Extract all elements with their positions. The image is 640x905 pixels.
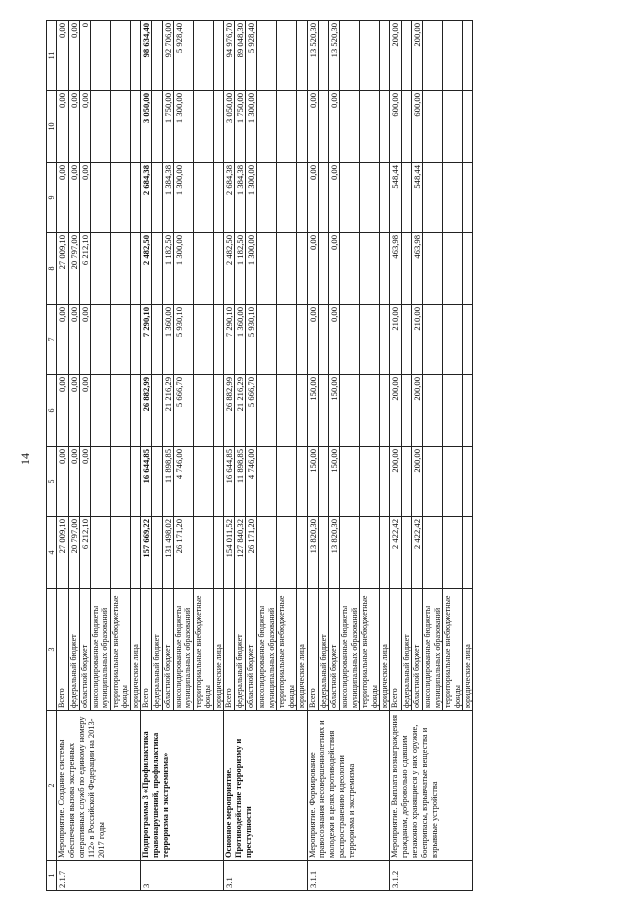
amount-cell: 200,00 bbox=[390, 375, 401, 447]
amount-cell bbox=[401, 305, 411, 375]
column-number: 1 bbox=[47, 861, 57, 891]
amount-cell bbox=[360, 447, 380, 517]
amount-cell: 200,00 bbox=[412, 375, 423, 447]
amount-cell bbox=[380, 375, 390, 447]
funding-source: областной бюджет bbox=[162, 589, 173, 711]
amount-cell bbox=[213, 233, 223, 305]
amount-cell: 1 182,50 bbox=[162, 233, 173, 305]
amount-cell bbox=[462, 163, 472, 233]
amount-cell bbox=[360, 233, 380, 305]
amount-cell: 600,00 bbox=[412, 91, 423, 163]
amount-cell bbox=[90, 447, 110, 517]
row-id: 3.1.1 bbox=[307, 861, 390, 891]
amount-cell bbox=[257, 517, 277, 589]
amount-cell bbox=[90, 517, 110, 589]
amount-cell bbox=[380, 233, 390, 305]
amount-cell bbox=[462, 91, 472, 163]
amount-cell bbox=[423, 447, 443, 517]
amount-cell: 600,00 bbox=[390, 91, 401, 163]
amount-cell: 1 300,00 bbox=[246, 233, 257, 305]
amount-cell bbox=[90, 375, 110, 447]
amount-cell bbox=[318, 305, 328, 375]
amount-cell: 89 048,30 bbox=[235, 21, 246, 91]
amount-cell: 1 384,38 bbox=[162, 163, 173, 233]
amount-cell bbox=[213, 91, 223, 163]
amount-cell bbox=[90, 91, 110, 163]
amount-cell bbox=[462, 517, 472, 589]
amount-cell: 2 482,50 bbox=[141, 233, 152, 305]
funding-source: федеральный бюджет bbox=[235, 589, 246, 711]
amount-cell: 4 746,00 bbox=[173, 447, 193, 517]
table-row bbox=[141, 21, 152, 891]
amount-cell bbox=[110, 233, 130, 305]
amount-cell bbox=[340, 163, 360, 233]
amount-cell bbox=[152, 447, 162, 517]
amount-cell bbox=[360, 517, 380, 589]
amount-cell bbox=[193, 517, 213, 589]
amount-cell bbox=[401, 233, 411, 305]
amount-cell bbox=[318, 163, 328, 233]
amount-cell: 0,00 bbox=[329, 305, 340, 375]
amount-cell: 13 520,30 bbox=[329, 21, 340, 91]
funding-source: Всего bbox=[141, 589, 152, 711]
funding-source: юридические лица bbox=[213, 589, 223, 711]
amount-cell bbox=[340, 447, 360, 517]
amount-cell: 0,00 bbox=[79, 305, 90, 375]
amount-cell: 5 928,40 bbox=[246, 21, 257, 91]
funding-source: федеральный бюджет bbox=[318, 589, 328, 711]
amount-cell: 0,00 bbox=[79, 91, 90, 163]
amount-cell bbox=[318, 517, 328, 589]
amount-cell bbox=[462, 375, 472, 447]
amount-cell bbox=[443, 517, 463, 589]
amount-cell bbox=[360, 21, 380, 91]
amount-cell bbox=[380, 21, 390, 91]
column-number: 7 bbox=[47, 305, 57, 375]
amount-cell bbox=[443, 21, 463, 91]
amount-cell: 5 666,70 bbox=[246, 375, 257, 447]
amount-cell bbox=[360, 91, 380, 163]
amount-cell: 26 882,99 bbox=[141, 375, 152, 447]
amount-cell: 0,00 bbox=[307, 91, 318, 163]
amount-cell bbox=[110, 375, 130, 447]
amount-cell: 1 182,50 bbox=[235, 233, 246, 305]
amount-cell bbox=[380, 305, 390, 375]
amount-cell bbox=[401, 517, 411, 589]
amount-cell bbox=[130, 21, 140, 91]
measure-name: Подпрограмма 3 «Профилактика правонарушений, профилактика терроризма и экстремизма» bbox=[141, 711, 224, 861]
amount-cell: 0,00 bbox=[79, 163, 90, 233]
amount-cell bbox=[193, 375, 213, 447]
amount-cell: 21 216,29 bbox=[235, 375, 246, 447]
amount-cell bbox=[297, 517, 307, 589]
amount-cell: 548,44 bbox=[390, 163, 401, 233]
amount-cell bbox=[462, 305, 472, 375]
amount-cell: 548,44 bbox=[412, 163, 423, 233]
amount-cell: 1 384,38 bbox=[235, 163, 246, 233]
amount-cell bbox=[340, 375, 360, 447]
funding-source: федеральный бюджет bbox=[401, 589, 411, 711]
column-number: 2 bbox=[47, 711, 57, 861]
amount-cell: 0,00 bbox=[68, 163, 79, 233]
amount-cell bbox=[213, 517, 223, 589]
amount-cell: 1 300,00 bbox=[173, 163, 193, 233]
amount-cell bbox=[110, 447, 130, 517]
amount-cell: 26 171,20 bbox=[246, 517, 257, 589]
funding-source: территориальные внебюджетные фонды bbox=[443, 589, 463, 711]
amount-cell bbox=[401, 375, 411, 447]
amount-cell bbox=[380, 447, 390, 517]
amount-cell: 0,00 bbox=[68, 375, 79, 447]
column-number: 11 bbox=[47, 21, 57, 91]
amount-cell: 94 976,70 bbox=[223, 21, 234, 91]
amount-cell bbox=[110, 91, 130, 163]
amount-cell bbox=[360, 305, 380, 375]
amount-cell: 210,00 bbox=[390, 305, 401, 375]
amount-cell bbox=[130, 305, 140, 375]
amount-cell bbox=[297, 91, 307, 163]
amount-cell: 20 797,00 bbox=[68, 233, 79, 305]
row-id: 3 bbox=[141, 861, 224, 891]
amount-cell bbox=[401, 21, 411, 91]
amount-cell bbox=[277, 163, 297, 233]
amount-cell bbox=[257, 305, 277, 375]
amount-cell bbox=[152, 233, 162, 305]
amount-cell: 2 684,38 bbox=[141, 163, 152, 233]
funding-source: Всего bbox=[223, 589, 234, 711]
measure-name: Мероприятие. Формирование правосознания несовершеннолетних и молодежи в целях противодействия распространению идеологии терроризма и экстремизма bbox=[307, 711, 390, 861]
column-number: 8 bbox=[47, 233, 57, 305]
amount-cell bbox=[130, 163, 140, 233]
amount-cell bbox=[193, 91, 213, 163]
amount-cell bbox=[213, 163, 223, 233]
measure-name: Мероприятие. Создание системы обеспечения вызова экстренных оперативных служб по единому номеру 112» в Российской Федерации на 2013-2017 годы bbox=[57, 711, 141, 861]
amount-cell bbox=[277, 233, 297, 305]
amount-cell: 13 820,30 bbox=[329, 517, 340, 589]
amount-cell: 21 216,29 bbox=[162, 375, 173, 447]
table-row bbox=[390, 21, 401, 891]
amount-cell bbox=[213, 21, 223, 91]
funding-source: территориальные внебюджетные фонды bbox=[110, 589, 130, 711]
funding-source: федеральный бюджет bbox=[68, 589, 79, 711]
measure-name: Мероприятие. Выплата вознаграждения гражданам, добровольно сдавшим незаконно хранящиеся у них оружие, боеприпасы, взрывчатые вещества и взрывные устройства bbox=[390, 711, 473, 861]
amount-cell bbox=[130, 91, 140, 163]
amount-cell: 5 930,10 bbox=[173, 305, 193, 375]
amount-cell: 16 644,85 bbox=[223, 447, 234, 517]
amount-cell bbox=[340, 233, 360, 305]
amount-cell bbox=[90, 163, 110, 233]
amount-cell bbox=[152, 305, 162, 375]
amount-cell bbox=[297, 21, 307, 91]
amount-cell bbox=[443, 447, 463, 517]
amount-cell: 127 840,32 bbox=[235, 517, 246, 589]
amount-cell: 150,00 bbox=[329, 447, 340, 517]
amount-cell: 463,98 bbox=[390, 233, 401, 305]
budget-table bbox=[46, 20, 473, 891]
amount-cell bbox=[257, 91, 277, 163]
amount-cell bbox=[193, 163, 213, 233]
amount-cell: 2 422,42 bbox=[412, 517, 423, 589]
amount-cell: 26 171,20 bbox=[173, 517, 193, 589]
amount-cell: 1 360,00 bbox=[162, 305, 173, 375]
amount-cell: 131 498,02 bbox=[162, 517, 173, 589]
amount-cell: 11 898,85 bbox=[162, 447, 173, 517]
amount-cell bbox=[360, 375, 380, 447]
amount-cell bbox=[380, 91, 390, 163]
amount-cell: 0,00 bbox=[79, 375, 90, 447]
funding-source: юридические лица bbox=[462, 589, 472, 711]
funding-source: консолидированные бюджеты муниципальных образований bbox=[340, 589, 360, 711]
amount-cell bbox=[110, 517, 130, 589]
amount-cell bbox=[90, 305, 110, 375]
column-number-row bbox=[47, 21, 57, 891]
amount-cell: 5 928,40 bbox=[173, 21, 193, 91]
amount-cell: 6 212,10 bbox=[79, 233, 90, 305]
funding-source: областной бюджет bbox=[412, 589, 423, 711]
amount-cell bbox=[110, 21, 130, 91]
amount-cell: 0,00 bbox=[68, 305, 79, 375]
amount-cell: 210,00 bbox=[412, 305, 423, 375]
amount-cell: 4 746,00 bbox=[246, 447, 257, 517]
amount-cell bbox=[380, 517, 390, 589]
amount-cell bbox=[213, 447, 223, 517]
table-row bbox=[57, 21, 68, 891]
funding-source: федеральный бюджет bbox=[152, 589, 162, 711]
funding-source: юридические лица bbox=[380, 589, 390, 711]
amount-cell: 154 011,52 bbox=[223, 517, 234, 589]
amount-cell bbox=[340, 21, 360, 91]
amount-cell: 0,00 bbox=[79, 447, 90, 517]
amount-cell: 200,00 bbox=[412, 447, 423, 517]
amount-cell bbox=[360, 163, 380, 233]
amount-cell bbox=[257, 21, 277, 91]
amount-cell bbox=[257, 375, 277, 447]
amount-cell: 200,00 bbox=[412, 21, 423, 91]
amount-cell: 463,98 bbox=[412, 233, 423, 305]
amount-cell bbox=[401, 447, 411, 517]
amount-cell: 92 706,00 bbox=[162, 21, 173, 91]
amount-cell bbox=[340, 91, 360, 163]
amount-cell: 0,00 bbox=[57, 21, 68, 91]
amount-cell bbox=[90, 233, 110, 305]
amount-cell: 0,00 bbox=[307, 233, 318, 305]
amount-cell bbox=[401, 163, 411, 233]
amount-cell: 0,00 bbox=[329, 91, 340, 163]
funding-source: областной бюджет bbox=[329, 589, 340, 711]
amount-cell bbox=[277, 91, 297, 163]
amount-cell: 11 898,85 bbox=[235, 447, 246, 517]
amount-cell: 7 290,10 bbox=[141, 305, 152, 375]
amount-cell bbox=[318, 375, 328, 447]
amount-cell bbox=[380, 163, 390, 233]
amount-cell: 6 212,10 bbox=[79, 517, 90, 589]
funding-source: территориальные внебюджетные фонды bbox=[360, 589, 380, 711]
funding-source: Всего bbox=[390, 589, 401, 711]
amount-cell: 0,00 bbox=[57, 91, 68, 163]
amount-cell bbox=[462, 233, 472, 305]
amount-cell bbox=[340, 305, 360, 375]
amount-cell: 0,00 bbox=[68, 447, 79, 517]
amount-cell bbox=[318, 233, 328, 305]
amount-cell: 13 820,30 bbox=[307, 517, 318, 589]
amount-cell: 1 300,00 bbox=[246, 91, 257, 163]
table-row bbox=[307, 21, 318, 891]
amount-cell: 1 750,00 bbox=[162, 91, 173, 163]
amount-cell bbox=[318, 447, 328, 517]
amount-cell: 200,00 bbox=[390, 21, 401, 91]
amount-cell: 150,00 bbox=[307, 447, 318, 517]
funding-source: юридические лица bbox=[297, 589, 307, 711]
amount-cell bbox=[257, 447, 277, 517]
measure-name: Основное мероприятие. Противодействие терроризму и преступности bbox=[223, 711, 307, 861]
amount-cell bbox=[318, 21, 328, 91]
amount-cell bbox=[193, 447, 213, 517]
amount-cell: 0 bbox=[79, 21, 90, 91]
amount-cell bbox=[110, 163, 130, 233]
row-id: 2.1.7 bbox=[57, 861, 141, 891]
amount-cell: 1 300,00 bbox=[173, 91, 193, 163]
column-number: 6 bbox=[47, 375, 57, 447]
amount-cell: 20 797,00 bbox=[68, 517, 79, 589]
table-row bbox=[223, 21, 234, 891]
amount-cell bbox=[462, 447, 472, 517]
amount-cell: 1 300,00 bbox=[246, 163, 257, 233]
amount-cell: 0,00 bbox=[329, 163, 340, 233]
amount-cell bbox=[110, 305, 130, 375]
amount-cell bbox=[297, 305, 307, 375]
column-number: 5 bbox=[47, 447, 57, 517]
amount-cell bbox=[277, 447, 297, 517]
amount-cell: 0,00 bbox=[68, 91, 79, 163]
amount-cell: 13 520,30 bbox=[307, 21, 318, 91]
amount-cell bbox=[130, 517, 140, 589]
amount-cell bbox=[297, 375, 307, 447]
amount-cell: 26 882,99 bbox=[223, 375, 234, 447]
amount-cell: 27 009,10 bbox=[57, 233, 68, 305]
funding-source: Всего bbox=[307, 589, 318, 711]
funding-source: консолидированные бюджеты муниципальных образований bbox=[173, 589, 193, 711]
amount-cell: 150,00 bbox=[307, 375, 318, 447]
amount-cell: 1 750,00 bbox=[235, 91, 246, 163]
row-id: 3.1.2 bbox=[390, 861, 473, 891]
amount-cell bbox=[423, 517, 443, 589]
column-number: 4 bbox=[47, 517, 57, 589]
amount-cell: 0,00 bbox=[57, 375, 68, 447]
amount-cell bbox=[152, 517, 162, 589]
amount-cell bbox=[318, 91, 328, 163]
amount-cell bbox=[401, 91, 411, 163]
amount-cell bbox=[297, 163, 307, 233]
amount-cell bbox=[423, 233, 443, 305]
amount-cell bbox=[423, 21, 443, 91]
amount-cell: 0,00 bbox=[68, 21, 79, 91]
amount-cell bbox=[90, 21, 110, 91]
amount-cell: 98 634,40 bbox=[141, 21, 152, 91]
amount-cell bbox=[277, 305, 297, 375]
amount-cell bbox=[443, 233, 463, 305]
amount-cell: 0,00 bbox=[57, 305, 68, 375]
amount-cell: 5 666,70 bbox=[173, 375, 193, 447]
funding-source: территориальные внебюджетные фонды bbox=[193, 589, 213, 711]
amount-cell: 150,00 bbox=[329, 375, 340, 447]
amount-cell: 3 050,00 bbox=[141, 91, 152, 163]
amount-cell bbox=[297, 447, 307, 517]
amount-cell bbox=[193, 305, 213, 375]
amount-cell bbox=[152, 21, 162, 91]
amount-cell: 2 482,50 bbox=[223, 233, 234, 305]
amount-cell bbox=[130, 447, 140, 517]
amount-cell bbox=[340, 517, 360, 589]
column-number: 9 bbox=[47, 163, 57, 233]
funding-source: областной бюджет bbox=[246, 589, 257, 711]
amount-cell: 157 669,22 bbox=[141, 517, 152, 589]
amount-cell bbox=[443, 91, 463, 163]
column-number: 3 bbox=[47, 589, 57, 711]
amount-cell: 0,00 bbox=[329, 233, 340, 305]
amount-cell: 2 684,38 bbox=[223, 163, 234, 233]
amount-cell bbox=[213, 375, 223, 447]
amount-cell bbox=[423, 163, 443, 233]
amount-cell: 1 360,00 bbox=[235, 305, 246, 375]
amount-cell bbox=[152, 163, 162, 233]
amount-cell bbox=[277, 21, 297, 91]
amount-cell: 0,00 bbox=[307, 305, 318, 375]
funding-source: консолидированные бюджеты муниципальных образований bbox=[257, 589, 277, 711]
amount-cell bbox=[423, 375, 443, 447]
funding-source: юридические лица bbox=[130, 589, 140, 711]
page-number: 14 bbox=[18, 453, 32, 465]
amount-cell bbox=[462, 21, 472, 91]
amount-cell bbox=[130, 375, 140, 447]
amount-cell bbox=[443, 163, 463, 233]
funding-source: Всего bbox=[57, 589, 68, 711]
amount-cell bbox=[443, 305, 463, 375]
amount-cell bbox=[277, 375, 297, 447]
amount-cell bbox=[277, 517, 297, 589]
amount-cell: 7 290,10 bbox=[223, 305, 234, 375]
amount-cell: 5 930,10 bbox=[246, 305, 257, 375]
amount-cell bbox=[257, 233, 277, 305]
amount-cell bbox=[443, 375, 463, 447]
amount-cell: 27 009,10 bbox=[57, 517, 68, 589]
amount-cell: 2 422,42 bbox=[390, 517, 401, 589]
amount-cell bbox=[423, 305, 443, 375]
amount-cell: 16 644,85 bbox=[141, 447, 152, 517]
funding-source: консолидированные бюджеты муниципальных образований bbox=[423, 589, 443, 711]
amount-cell bbox=[213, 305, 223, 375]
amount-cell bbox=[130, 233, 140, 305]
funding-source: территориальные внебюджетные фонды bbox=[277, 589, 297, 711]
amount-cell: 0,00 bbox=[307, 163, 318, 233]
amount-cell bbox=[423, 91, 443, 163]
amount-cell bbox=[152, 91, 162, 163]
amount-cell bbox=[152, 375, 162, 447]
funding-source: областной бюджет bbox=[79, 589, 90, 711]
amount-cell bbox=[297, 233, 307, 305]
amount-cell: 0,00 bbox=[57, 447, 68, 517]
amount-cell bbox=[193, 233, 213, 305]
amount-cell: 3 050,00 bbox=[223, 91, 234, 163]
amount-cell bbox=[193, 21, 213, 91]
amount-cell bbox=[257, 163, 277, 233]
row-id: 3.1 bbox=[223, 861, 307, 891]
funding-source: консолидированные бюджеты муниципальных образований bbox=[90, 589, 110, 711]
amount-cell: 200,00 bbox=[390, 447, 401, 517]
amount-cell: 0,00 bbox=[57, 163, 68, 233]
amount-cell: 1 300,00 bbox=[173, 233, 193, 305]
column-number: 10 bbox=[47, 91, 57, 163]
